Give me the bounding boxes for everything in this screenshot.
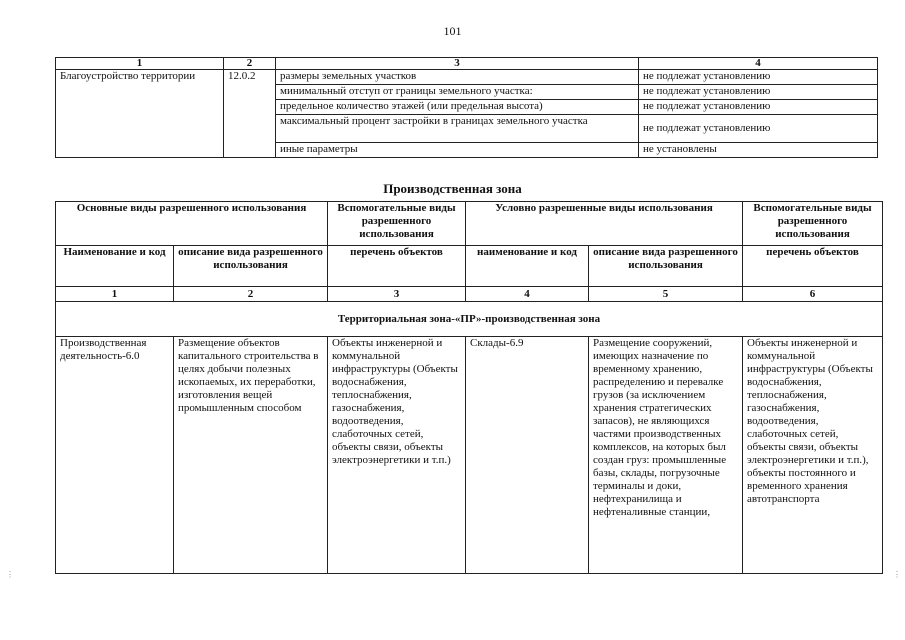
aux-uses-header: Вспомогательные виды разрешенного использования (328, 202, 466, 246)
page-number: 101 (443, 24, 462, 38)
zone-row (56, 302, 883, 337)
parameter-cell: предельное количество этажей (или предельная высота) (276, 100, 639, 115)
objects-list-header: перечень объектов (328, 246, 466, 287)
column-number: 1 (56, 58, 224, 70)
scan-edge-mark: ⋮ (6, 570, 14, 579)
use-name-cell: Благоустройство территории (56, 70, 224, 158)
conditional-name-code-cell: Склады-6.9 (466, 337, 589, 574)
use-code-cell: 12.0.2 (224, 70, 276, 158)
column-number: 4 (639, 58, 878, 70)
parameter-cell: иные параметры (276, 143, 639, 158)
value-cell: не установлены (639, 143, 878, 158)
parameter-cell: максимальный процент застройки в границах земельного участка (276, 115, 639, 143)
value-cell: не подлежат установлению (639, 70, 878, 85)
table-header-row (56, 58, 878, 70)
column-number: 3 (276, 58, 639, 70)
parameter-cell: размеры земельных участков (276, 70, 639, 85)
territorial-zone-title: Территориальная зона-«ПР»-производственная зона (56, 302, 883, 337)
conditional-objects-list-header: перечень объектов (743, 246, 883, 287)
column-number: 6 (743, 287, 883, 302)
sub-header-row (56, 246, 883, 287)
name-code-header: Наименование и код (56, 246, 174, 287)
value-cell: не подлежат установлению (639, 85, 878, 100)
value-cell: не подлежат установлению (639, 100, 878, 115)
name-code-cell: Производственная деятельность-6.0 (56, 337, 174, 574)
column-number: 4 (466, 287, 589, 302)
column-number: 2 (174, 287, 328, 302)
value-cell: не подлежат установлению (639, 115, 878, 143)
top-parameters-table (55, 57, 878, 158)
description-cell: Размещение объектов капитального строительства в целях добычи полезных ископаемых, их переработки, изготовления вещей промышленным способом (174, 337, 328, 574)
conditional-name-code-header: наименование и код (466, 246, 589, 287)
conditional-description-cell: Размещение сооружений, имеющих назначение по временному хранению, распределению и перевалке грузов (за исключением хранения стратегических запасов), не являющихся частями производственных комплексов, на которых был создан груз: промышленные базы, склады, погрузочные терминалы и доки, нефтехранилища и нефтеналивные станции, (589, 337, 743, 574)
zone-title: Производственная зона (383, 181, 522, 196)
scan-edge-mark: ⋮ (893, 570, 901, 579)
description-header: описание вида разрешенного использования (174, 246, 328, 287)
conditional-description-header: описание вида разрешенного использования (589, 246, 743, 287)
conditional-uses-header: Условно разрешенные виды использования (466, 202, 743, 246)
column-number: 5 (589, 287, 743, 302)
conditional-objects-list-cell: Объекты инженерной и коммунальной инфраструктуры (Объекты водоснабжения, теплоснабжения, газоснабжения, водоотведения, слаботочных сетей, объекты связи, объекты электроэнергетики и т.п.), объекты постоянного и временного хранения автотранспорта (743, 337, 883, 574)
column-number: 3 (328, 287, 466, 302)
objects-list-cell: Объекты инженерной и коммунальной инфраструктуры (Объекты водоснабжения, теплоснабжения, газоснабжения, водоотведения, слаботочных сетей, объекты связи, объекты электроэнергетики и т.п.) (328, 337, 466, 574)
table-row (56, 337, 883, 574)
column-number-row (56, 287, 883, 302)
conditional-aux-uses-header: Вспомогательные виды разрешенного использования (743, 202, 883, 246)
column-number: 1 (56, 287, 174, 302)
parameter-cell: минимальный отступ от границы земельного участка: (276, 85, 639, 100)
main-uses-header: Основные виды разрешенного использования (56, 202, 328, 246)
group-header-row (56, 202, 883, 246)
table-row (56, 70, 878, 85)
column-number: 2 (224, 58, 276, 70)
zone-uses-table (55, 201, 883, 574)
